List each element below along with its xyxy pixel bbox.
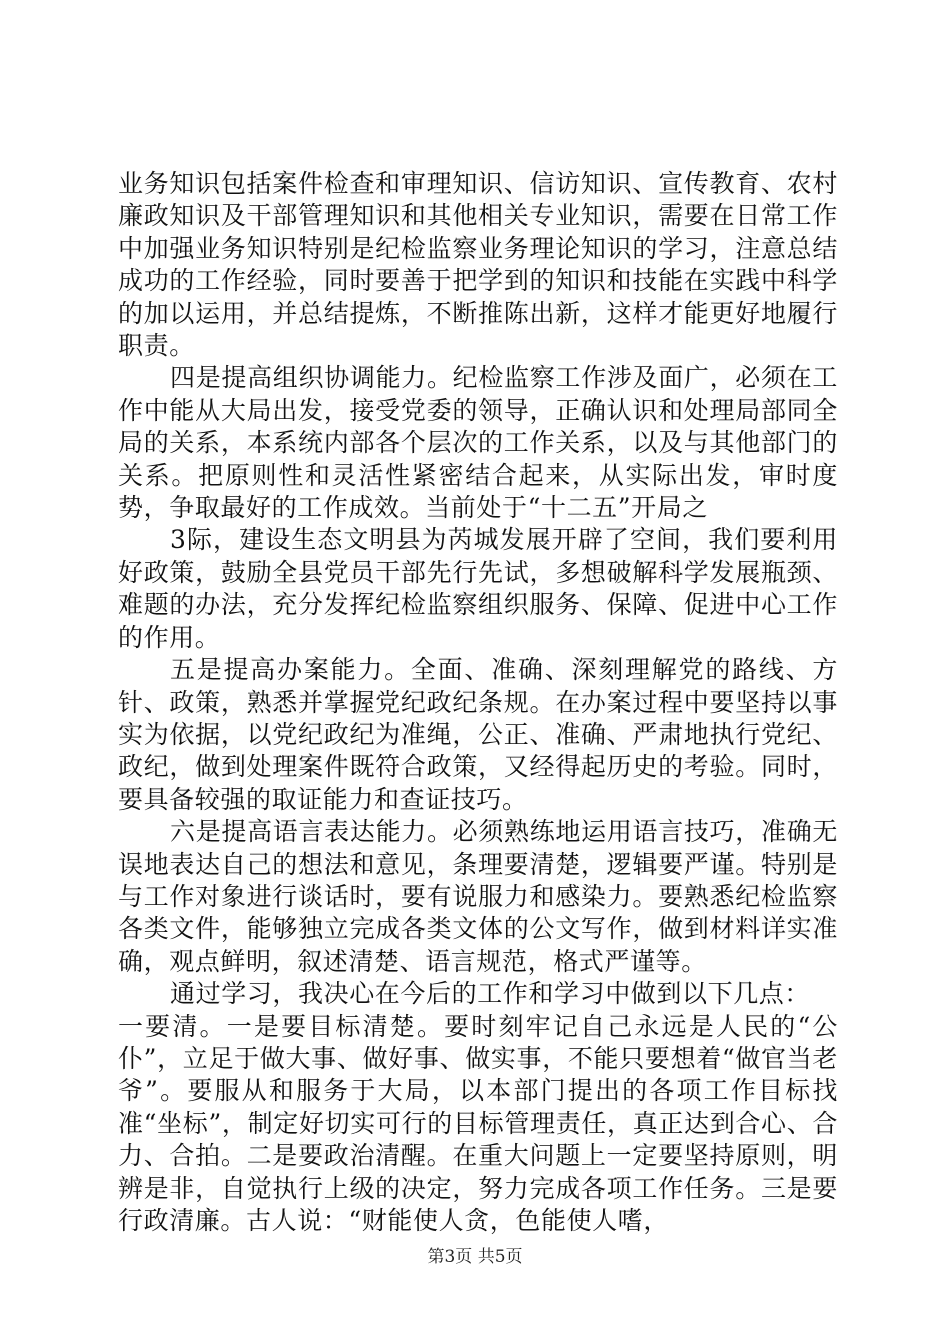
paragraph: 六是提高语言表达能力。必须熟练地运用语言技巧，准确无误地表达自己的想法和意见，条理要清楚，逻辑要严谨。特别是与工作对象进行谈话时，要有说服力和感染力。要熟悉纪检监察各类文件，能够独立完成各类文体的公文写作，做到材料详实准确，观点鲜明，叙述清楚、语言规范，格式严谨等。 [118,817,838,976]
page-number-label: 第3页 共5页 [427,1247,523,1267]
paragraph: 四是提高组织协调能力。纪检监察工作涉及面广，必须在工作中能从大局出发，接受党委的领导，正确认识和处理局部同全局的关系，本系统内部各个层次的工作关系，以及与其他部门的关系。把原则性和灵活性紧密结合起来，从实际出发，审时度势，争取最好的工作成效。当前处于“十二五”开局之 [118,363,838,523]
paragraph: 一要清。一是要目标清楚。要时刻牢记自己永远是人民的“公仆”，立足于做大事、做好事、做实事，不能只要想着“做官当老爷”。要服从和服务于大局，以本部门提出的各项工作目标找准“坐标”，制定好切实可行的目标管理责任，真正达到合心、合力、合拍。二是要政治清醒。在重大问题上一定要坚持原则，明辨是非，自觉执行上级的决定，努力完成各项工作任务。三是要行政清廉。古人说：“财能使人贪，色能使人嗜， [118,1011,838,1235]
paragraph: 3际，建设生态文明县为芮城发展开辟了空间，我们要利用好政策，鼓励全县党员干部先行先试，多想破解科学发展瓶颈、难题的办法，充分发挥纪检监察组织服务、保障、促进中心工作的作用。 [118,525,838,652]
paragraph: 五是提高办案能力。全面、准确、深刻理解党的路线、方针、政策，熟悉并掌握党纪政纪条规。在办案过程中要坚持以事实为依据，以党纪政纪为准绳，公正、准确、严肃地执行党纪、政纪，做到处理案件既符合政策，又经得起历史的考验。同时，要具备较强的取证能力和查证技巧。 [118,655,838,814]
page-footer [0,1246,950,1268]
paragraph: 业务知识包括案件检查和审理知识、信访知识、宣传教育、农村廉政知识及干部管理知识和其他相关专业知识，需要在日常工作中加强业务知识特别是纪检监察业务理论知识的学习，注意总结成功的工作经验，同时要善于把学到的知识和技能在实践中科学的加以运用，并总结提炼，不断推陈出新，这样才能更好地履行职责。 [118,169,838,361]
document-body [118,168,838,1237]
paragraph: 通过学习，我决心在今后的工作和学习中做到以下几点： [170,979,811,1009]
